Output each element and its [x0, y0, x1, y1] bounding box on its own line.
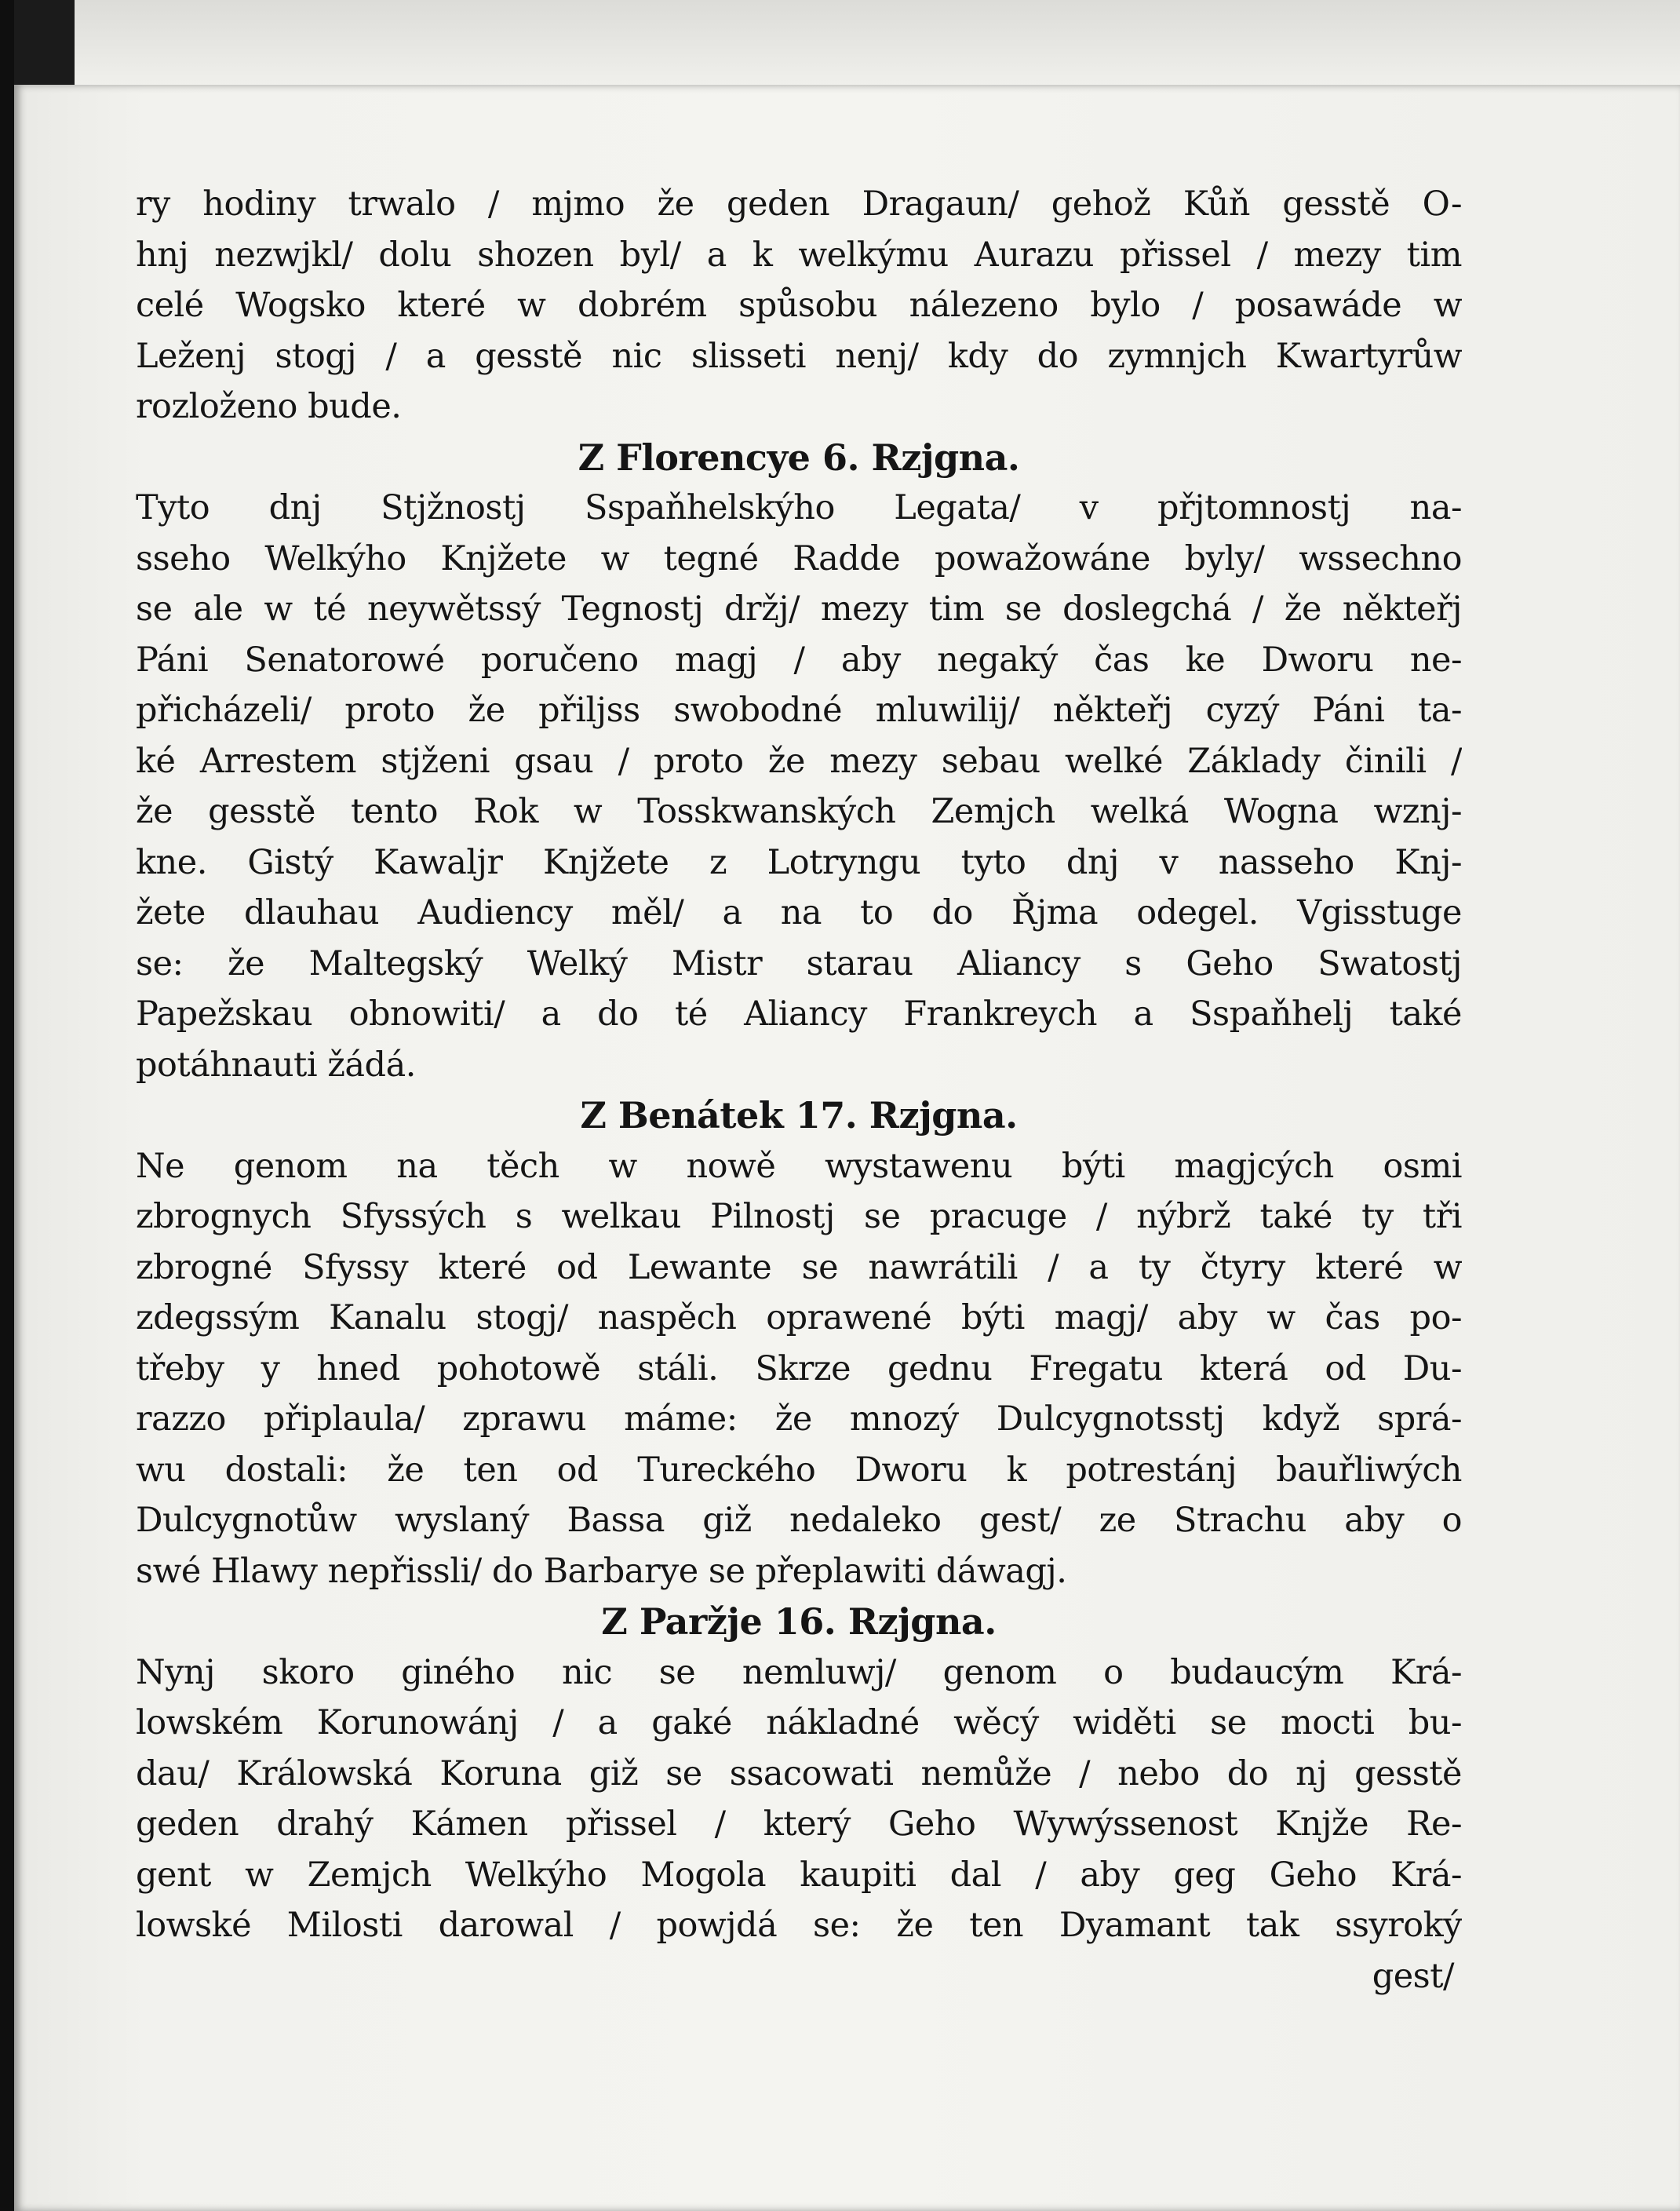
text-line: razzo připlaula/ zprawu máme: že mnozý Dulcygnotsstj když sprá-	[136, 1399, 1462, 1439]
text-line: třeby y hned pohotowě stáli. Skrze gednu Fregatu která od Du-	[136, 1348, 1462, 1388]
facing-page-edge	[75, 0, 1680, 86]
text-line: geden drahý Kámen přissel / který Geho Wywýssenost Knjže Re-	[136, 1804, 1462, 1844]
text-line: ry hodiny trwalo / mjmo že geden Dragaun/ gehož Kůň gesstě O-	[136, 184, 1462, 224]
text-line: zbrognych Sfyssých s welkau Pilnostj se pracuge / nýbrž také ty tři	[136, 1197, 1462, 1236]
text-line: Papežskau obnowiti/ a do té Aliancy Frankreych a Sspaňhelј také	[136, 994, 1462, 1034]
text-line: ké Arrestem stjženi gsau / proto že mezy sebau welké Základy činili /	[136, 741, 1462, 781]
text-line: Dulcygnotůw wyslaný Bassa giž nedaleko gest/ ze Strachu aby o	[136, 1501, 1462, 1540]
text-line: swé Hlawy nepřissli/ do Barbarye se přeplawiti dáwagj.	[136, 1551, 1067, 1591]
scan-left-shadow	[0, 0, 14, 2211]
text-line: potáhnauti žádá.	[136, 1045, 416, 1085]
text-line: Tyto dnj Stjžnostj Sspaňhelskýho Legata/ v přjtomnostj na-	[136, 488, 1462, 527]
section-heading: Z Florencye 6. Rzjgna.	[578, 436, 1020, 479]
page-text-block	[136, 179, 1462, 2001]
text-line: zbrogné Sfyssy které od Lewante se nawrátili / a ty čtyry které w	[136, 1247, 1462, 1287]
section-heading: Z Benátek 17. Rzjgna.	[580, 1094, 1018, 1137]
text-line: lowském Korunowánj / a gaké nákladné wěcý widěti se mocti bu-	[136, 1703, 1462, 1742]
catchword: gest/	[1372, 1956, 1454, 1996]
text-line: kne. Gistý Kawalјr Knjžete z Lotryngu tyto dnj v nasseho Knj-	[136, 842, 1462, 882]
text-line: lowské Milosti darowal / powjdá se: že ten Dyamant tak ssyroký	[136, 1906, 1462, 1945]
text-line: žete dlauhau Audiency měl/ a na to do Řjma odegel. Vgisstuge	[136, 893, 1462, 932]
text-line: že gesstě tento Rok w Tosskwanských Zemjch welká Wogna wznj-	[136, 792, 1462, 831]
text-line: sseho Welkýho Knjžete w tegné Radde powažowáne byly/ wssechno	[136, 538, 1462, 578]
text-line: Ne genom na těch w nowě wystawenu býti magјcých osmi	[136, 1146, 1462, 1186]
text-line: Leženj stogj / a gesstě nic slisseti nenj/ kdy do zymnjch Kwartyrůw	[136, 336, 1462, 376]
text-line: wu dostali: že ten od Tureckého Dworu k potrestánj bauřliwých	[136, 1450, 1462, 1490]
section-heading: Z Paržje 16. Rzjgna.	[601, 1600, 997, 1643]
text-line: zdegssým Kanalu stogj/ naspěch oprawené býti magj/ aby w čas po-	[136, 1298, 1462, 1337]
text-line: celé Wogsko které w dobrém spůsobu nálezeno bylo / posawáde w	[136, 286, 1462, 325]
text-line: rozloženo bude.	[136, 387, 402, 426]
text-line: gent w Zemjch Welkýho Mogola kaupiti dal / aby geg Geho Krá-	[136, 1855, 1462, 1895]
text-line: se ale w té neywětssý Tegnostj držj/ mezy tim se doslegchá / že někteřj	[136, 589, 1462, 629]
text-line: přicházeli/ proto že přilјss swobodné mluwilij/ někteřj cyzý Páni ta-	[136, 691, 1462, 730]
text-line: se: že Maltegský Welký Mistr starau Aliancy s Geho Swatostj	[136, 943, 1462, 983]
text-line: Páni Senatorowé poručeno magj / aby negaký čas ke Dworu ne-	[136, 640, 1462, 680]
text-line: dau/ Králowská Koruna giž se ssacowati nemůže / nebo do nj gesstě	[136, 1753, 1462, 1793]
text-line: hnj nezwjkl/ dolu shozen byl/ a k welkýmu Aurazu přissel / mezy tim	[136, 235, 1462, 275]
document-page	[14, 85, 1680, 2211]
text-line: Nynj skoro giného nic se nemluwj/ genom o budaucým Krá-	[136, 1652, 1462, 1692]
